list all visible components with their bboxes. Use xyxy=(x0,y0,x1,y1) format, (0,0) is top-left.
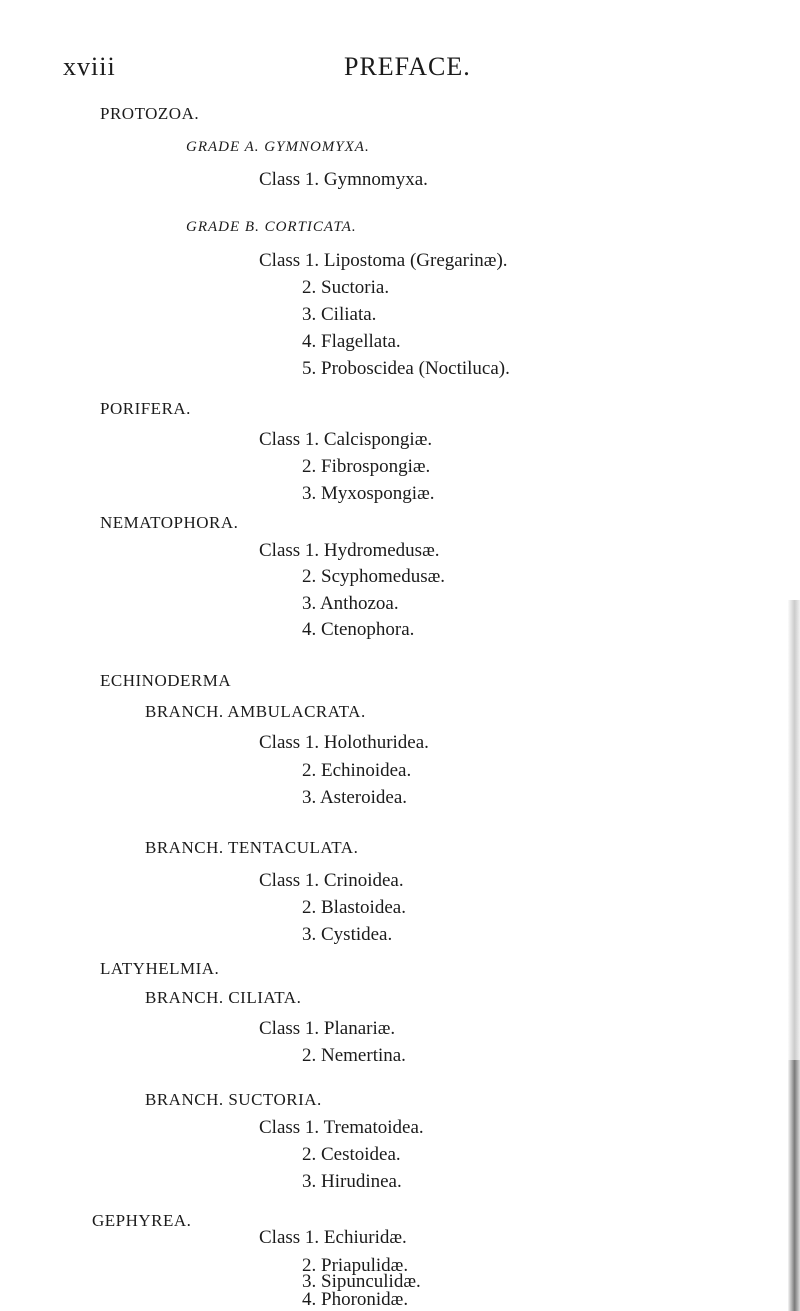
class-entry: 3. Cystidea. xyxy=(302,924,393,945)
page-edge-shadow xyxy=(788,1060,800,1311)
class-entry: Class 1. Calcispongiæ. xyxy=(259,429,433,450)
section-heading-gephyrea: GEPHYREA. xyxy=(92,1211,192,1230)
page-title: PREFACE. xyxy=(344,52,471,81)
class-entry: 4. Flagellata. xyxy=(302,331,401,352)
branch-label: BRANCH. SUCTORIA. xyxy=(145,1090,322,1109)
page-number: xviii xyxy=(63,52,116,81)
class-entry: 2. Priapulidæ. xyxy=(302,1255,409,1276)
class-entry: 5. Proboscidea (Noctiluca). xyxy=(302,358,510,379)
class-entry: 2. Echinoidea. xyxy=(302,760,412,781)
class-entry: 3. Asteroidea. xyxy=(302,787,408,808)
class-entry: 2. Nemertina. xyxy=(302,1045,406,1066)
class-entry: 2. Blastoidea. xyxy=(302,897,406,918)
class-entry: 2. Cestoidea. xyxy=(302,1144,401,1165)
class-entry: 2. Fibrospongiæ. xyxy=(302,456,431,477)
section-heading-echinoderma: ECHINODERMA xyxy=(100,671,232,690)
branch-label: BRANCH. AMBULACRATA. xyxy=(145,702,366,721)
class-entry: Class 1. Echiuridæ. xyxy=(259,1227,407,1248)
class-entry: Class 1. Holothuridea. xyxy=(259,732,429,753)
class-entry: Class 1. Trematoidea. xyxy=(259,1117,424,1138)
class-entry: 4. Phoronidæ. xyxy=(302,1289,409,1310)
class-entry: 3. Hirudinea. xyxy=(302,1171,402,1192)
class-entry: Class 1. Gymnomyxa. xyxy=(259,169,428,190)
class-entry: Class 1. Planariæ. xyxy=(259,1018,396,1039)
branch-label: BRANCH. CILIATA. xyxy=(145,988,302,1007)
section-heading-porifera: PORIFERA. xyxy=(100,399,191,418)
class-entry: Class 1. Hydromedusæ. xyxy=(259,540,440,561)
section-heading-nematophora: NEMATOPHORA. xyxy=(100,513,239,532)
class-entry: 3. Anthozoa. xyxy=(302,593,399,614)
class-entry: 4. Ctenophora. xyxy=(302,619,415,640)
grade-b-label: GRADE B. CORTICATA. xyxy=(186,219,357,235)
branch-label: BRANCH. TENTACULATA. xyxy=(145,838,359,857)
grade-a-label: GRADE A. GYMNOMYXA. xyxy=(186,139,370,155)
section-heading-latyhelmia: LATYHELMIA. xyxy=(100,959,220,978)
class-entry: Class 1. Crinoidea. xyxy=(259,870,404,891)
class-entry: 2. Suctoria. xyxy=(302,277,390,298)
class-entry: 3. Myxospongiæ. xyxy=(302,483,435,504)
class-entry: Class 1. Lipostoma (Gregarinæ). xyxy=(259,250,508,271)
class-entry: 3. Sipunculidæ. xyxy=(302,1271,421,1292)
section-heading-protozoa: PROTOZOA. xyxy=(100,104,200,123)
class-entry: 2. Scyphomedusæ. xyxy=(302,566,446,587)
class-entry: 3. Ciliata. xyxy=(302,304,377,325)
